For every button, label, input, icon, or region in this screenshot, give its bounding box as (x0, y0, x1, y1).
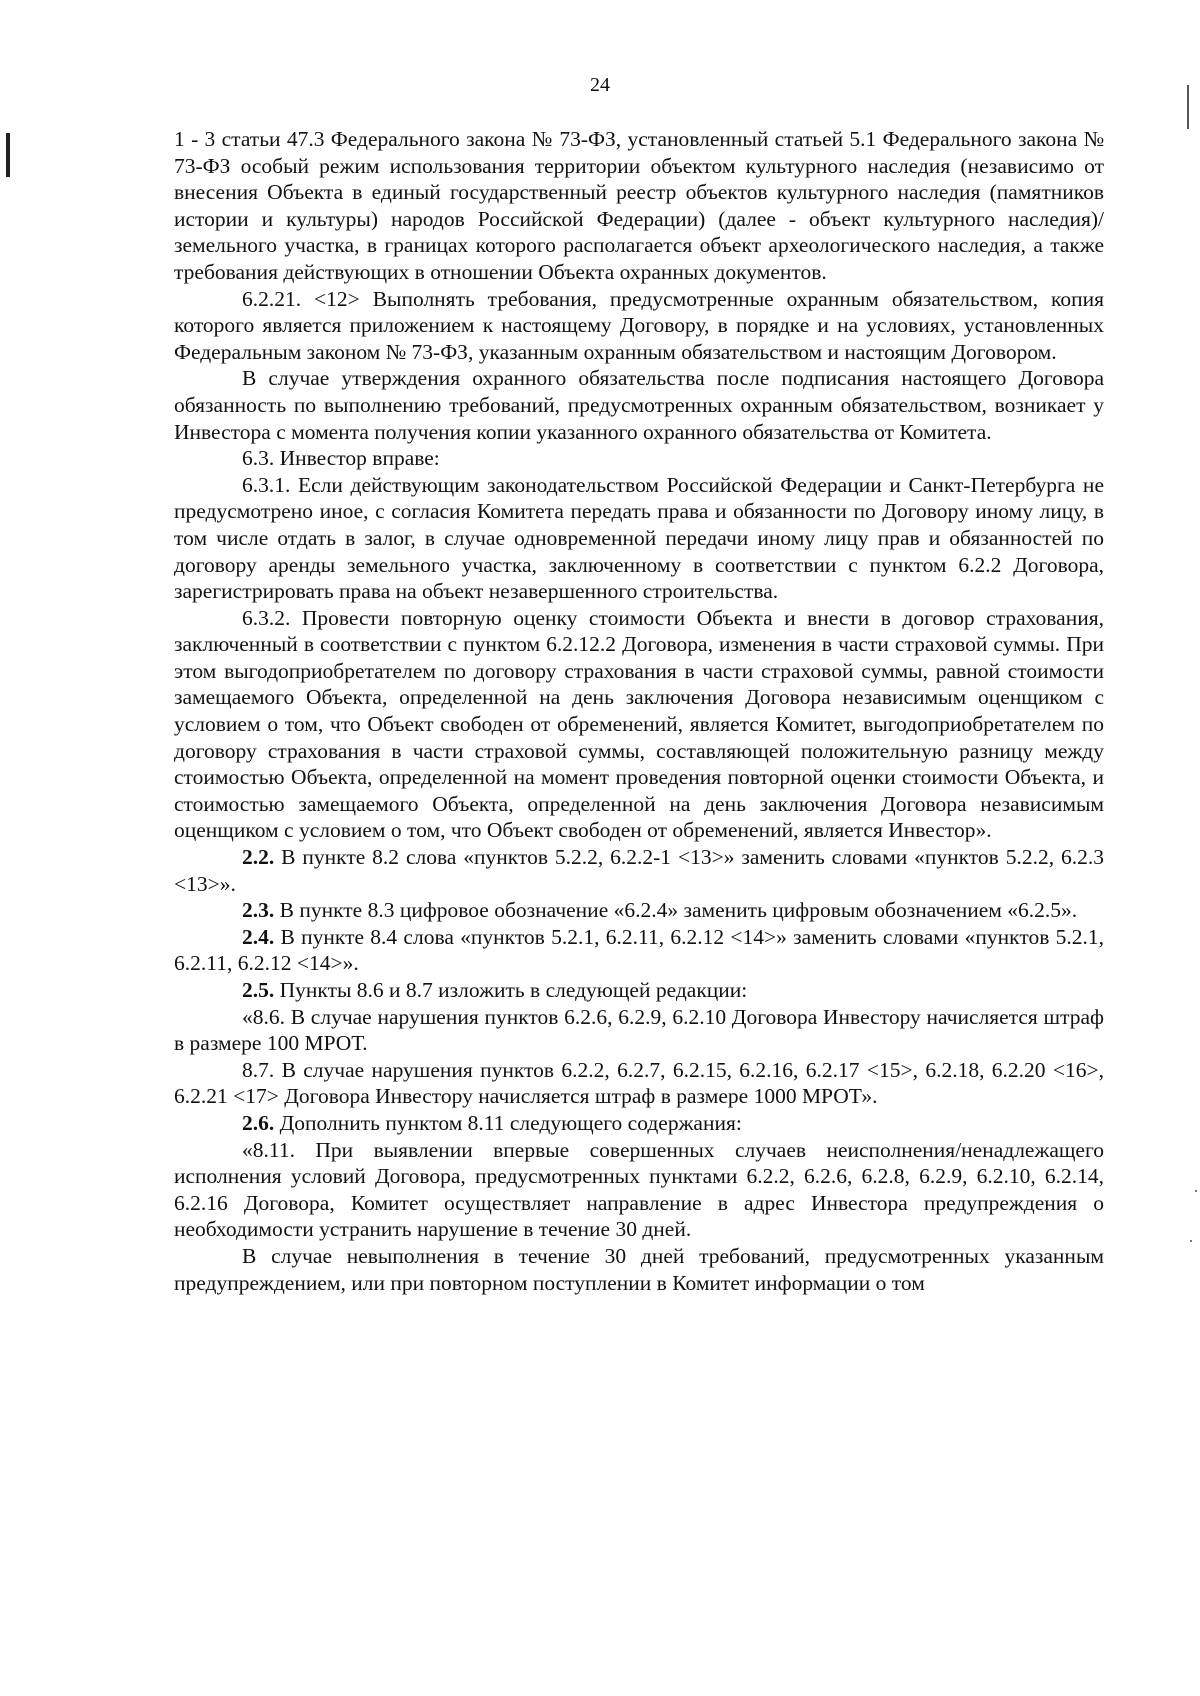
clause-number: 2.4. (242, 924, 275, 949)
paragraph-2-4 (174, 924, 1104, 977)
paragraph-text: В случае утверждения охранного обязательства после подписания настоящего Договора обязанность по выполнению требований, предусмотренных охранным обязательством, возникает у Инвестора с момента получения копии указанного охранного обязательства от Комитета. (174, 366, 1104, 444)
page-number: 24 (590, 74, 610, 96)
paragraph-text: «8.11. При выявлении впервые совершенных случаев неисполнения/ненадлежащего исполнения условий Договора, предусмотренных пунктами 6.2.2, 6.2.6, 6.2.8, 6.2.9, 6.2.10, 6.2.14, 6.2.16 Договора, Комитет осуществляет направление в адрес Инвестора предупреждения о необходимости устранить нарушение в течение 30 дней. (174, 1137, 1104, 1242)
paragraph-text: 6.2.21. <12> Выполнять требования, предусмотренные охранным обязательством, копия которого является приложением к настоящему Договору, в порядке и на условиях, установленных Федеральным законом № 73-ФЗ, указанным охранным обязательством и настоящим Договором. (174, 286, 1104, 364)
paragraph-approval-case (174, 365, 1104, 445)
paragraph-2-3 (174, 897, 1104, 924)
scan-speck (1190, 1240, 1192, 1242)
paragraph-text: В случае невыполнения в течение 30 дней требований, предусмотренных указанным предупреждением, или при повторном поступлении в Комитет информации о том (174, 1243, 1104, 1295)
clause-number: 2.6. (242, 1110, 275, 1135)
paragraph-text: Дополнить пунктом 8.11 следующего содержания: (274, 1110, 742, 1135)
paragraph-non-fulfilment (174, 1243, 1104, 1296)
paragraph-continuation (174, 126, 1104, 286)
paragraph-text: 6.3.2. Провести повторную оценку стоимости Объекта и внести в договор страхования, заключенный в соответствии с пунктом 6.2.12.2 Договора, изменения в части страховой суммы. При этом выгодоприобретателем по договору страхования в части страховой суммы, равной стоимости замещаемого Объекта, определенной на день заключения Договора независимым оценщиком с условием о том, что Объект свободен от обременений, является Комитет, выгодоприобретателем по договору страхования в части страховой суммы, составляющей положительную разницу между стоимостью Объекта, определенной на момент проведения повторной оценки стоимости Объекта, и стоимостью замещаемого Объекта, определенной на день заключения Договора независимым оценщиком с условием о том, что Объект свободен от обременений, является Инвестор». (174, 605, 1104, 843)
paragraph-6-3-2 (174, 605, 1104, 844)
paragraph-text: В пункте 8.2 слова «пунктов 5.2.2, 6.2.2-1 <13>» заменить словами «пунктов 5.2.2, 6.2.3 <13>». (174, 845, 1104, 896)
paragraph-text: 1 - 3 статьи 47.3 Федерального закона № 73-ФЗ, установленный статьей 5.1 Федерального закона № 73-ФЗ особый режим использования территории объектом культурного наследия (независимо от внесения Объекта в единый государственный реестр объектов культурного наследия (памятников истории и культуры) народов Российской Федерации) (далее - объект культурного наследия)/земельного участка, в границах которого располагается объект археологического наследия, а также требования действующих в отношении Объекта охранных документов. (174, 127, 1104, 284)
clause-number: 2.3. (242, 898, 275, 923)
paragraph-6-3 (174, 445, 1104, 472)
clause-number: 2.5. (242, 978, 275, 1002)
paragraph-6-2-21 (174, 286, 1104, 366)
paragraph-2-2 (174, 844, 1104, 897)
paragraph-text: «8.6. В случае нарушения пунктов 6.2.6, 6.2.9, 6.2.10 Договора Инвестору начисляется штраф в размере 100 МРОТ. (174, 1004, 1104, 1056)
paragraph-8-11 (174, 1137, 1104, 1243)
scan-speck (1195, 1190, 1197, 1192)
document-body (174, 126, 1104, 1296)
paragraph-text: 8.7. В случае нарушения пунктов 6.2.2, 6.2.7, 6.2.15, 6.2.16, 6.2.17 <15>, 6.2.18, 6.2.20 <16>, 6.2.21 <17> Договора Инвестору начисляется штраф в размере 1000 МРОТ». (174, 1057, 1104, 1109)
paragraph-text: Пункты 8.6 и 8.7 изложить в следующей редакции: (274, 978, 748, 1002)
paragraph-2-6 (174, 1110, 1104, 1137)
paragraph-text: 6.3. Инвестор вправе: (242, 446, 440, 471)
paragraph-text: 6.3.1. Если действующим законодательством Российской Федерации и Санкт-Петербурга не предусмотрено иное, с согласия Комитета передать права и обязанности по Договору иному лицу, в том числе отдать в залог, в случае одновременной передачи иному лицу прав и обязанностей по договору аренды земельного участка, заключенному в соответствии с пунктом 6.2.2 Договора, зарегистрировать права на объект незавершенного строительства. (174, 472, 1104, 604)
paragraph-text: В пункте 8.4 слова «пунктов 5.2.1, 6.2.11, 6.2.12 <14>» заменить словами «пунктов 5.2.1, 6.2.11, 6.2.12 <14>». (174, 924, 1104, 976)
paragraph-text: В пункте 8.3 цифровое обозначение «6.2.4» заменить цифровым обозначением «6.2.5». (274, 898, 1078, 923)
clause-number: 2.2. (242, 845, 275, 870)
paragraph-6-3-1 (174, 472, 1104, 605)
paragraph-2-5 (174, 977, 1104, 1004)
paragraph-8-6 (174, 1004, 1104, 1057)
paragraph-8-7 (174, 1057, 1104, 1110)
scan-margin-mark-left (6, 133, 10, 177)
